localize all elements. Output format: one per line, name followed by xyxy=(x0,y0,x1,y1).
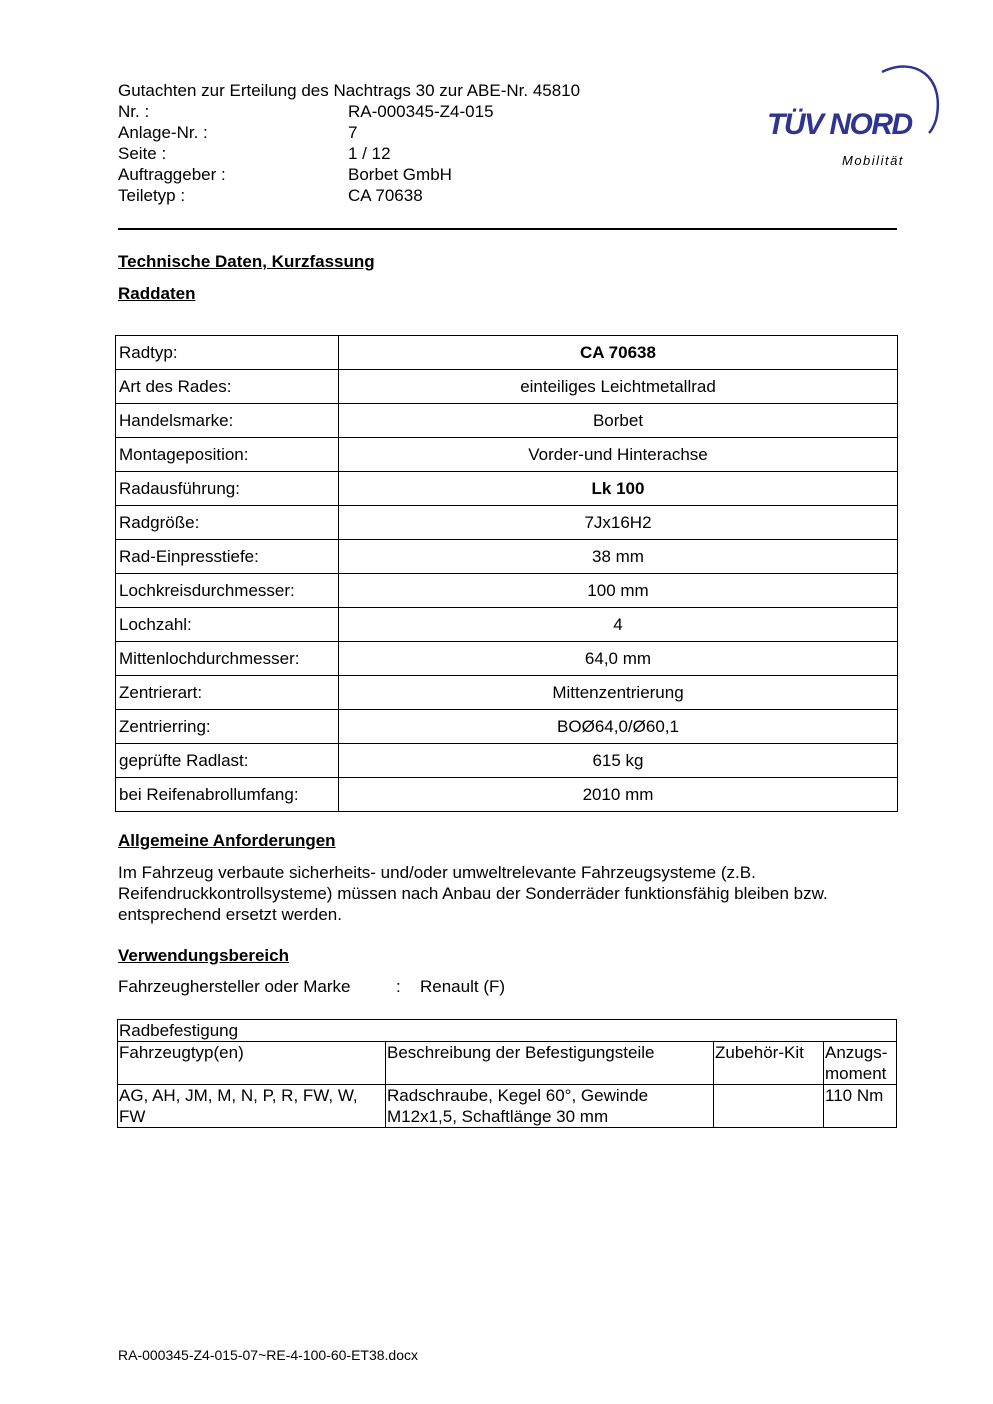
table-row: Lochkreisdurchmesser: 100 mm xyxy=(116,574,898,608)
table-row: Radausführung: Lk 100 xyxy=(116,472,898,506)
table-row: Radgröße: 7Jx16H2 xyxy=(116,506,898,540)
table-row: Montageposition: Vorder-und Hinterachse xyxy=(116,438,898,472)
table-row: bei Reifenabrollumfang: 2010 mm xyxy=(116,778,898,812)
table-row: Zentrierart: Mittenzentrierung xyxy=(116,676,898,710)
table-row: Rad-Einpresstiefe: 38 mm xyxy=(116,540,898,574)
heading-technische-daten: Technische Daten, Kurzfassung xyxy=(118,252,375,271)
footer-filename: RA-000345-Z4-015-07~RE-4-100-60-ET38.docx xyxy=(118,1347,418,1363)
table-header-row: Fahrzeugtyp(en) Beschreibung der Befestigungsteile Zubehör-Kit Anzugs-moment xyxy=(118,1042,897,1085)
table-row xyxy=(118,1020,897,1042)
tuev-nord-logo xyxy=(764,58,944,178)
table-row: Handelsmarke: Borbet xyxy=(116,404,898,438)
header-row: Teiletyp : CA 70638 xyxy=(118,186,423,205)
logo-brand: TÜV NORD xyxy=(767,108,912,141)
table-row: Lochzahl: 4 xyxy=(116,608,898,642)
table-row: Zentrierring: BOØ64,0/Ø60,1 xyxy=(116,710,898,744)
header-row: Anlage-Nr. : 7 xyxy=(118,123,358,142)
header-title: Gutachten zur Erteilung des Nachtrags 30 zur ABE-Nr. 45810 xyxy=(118,81,581,100)
table-title: Radbefestigung xyxy=(118,1020,897,1042)
table-row: geprüfte Radlast: 615 kg xyxy=(116,744,898,778)
heading-raddaten: Raddaten xyxy=(118,284,196,303)
logo-subtitle: Mobilität xyxy=(842,153,904,168)
document-header xyxy=(118,80,738,206)
header-divider xyxy=(118,228,897,230)
table-row: Art des Rades: einteiliges Leichtmetallrad xyxy=(116,370,898,404)
heading-allgemeine-anforderungen: Allgemeine Anforderungen xyxy=(118,831,336,850)
vehicle-manufacturer-line: Fahrzeughersteller oder Marke : Renault (F) xyxy=(118,977,506,996)
header-row: Nr. : RA-000345-Z4-015 xyxy=(118,102,494,121)
table-row: AG, AH, JM, M, N, P, R, FW, W, FW Radschraube, Kegel 60°, Gewinde M12x1,5, Schaftlänge 30 mm 110 Nm xyxy=(118,1085,897,1128)
heading-verwendungsbereich: Verwendungsbereich xyxy=(118,946,289,965)
header-row: Auftraggeber : Borbet GmbH xyxy=(118,165,452,184)
raddaten-table xyxy=(115,335,898,812)
table-row: Mittenlochdurchmesser: 64,0 mm xyxy=(116,642,898,676)
allgemeine-anforderungen-text: Im Fahrzeug verbaute sicherheits- und/oder umweltrelevante Fahrzeugsysteme (z.B. Reifendruckkontrollsysteme) müssen nach Anbau der Sonderräder funktionsfähig bleiben bzw. entsprechend ersetzt werden. xyxy=(118,863,828,924)
header-row: Seite : 1 / 12 xyxy=(118,144,391,163)
table-row: Radtyp: CA 70638 xyxy=(116,336,898,370)
radbefestigung-table xyxy=(117,1019,897,1128)
